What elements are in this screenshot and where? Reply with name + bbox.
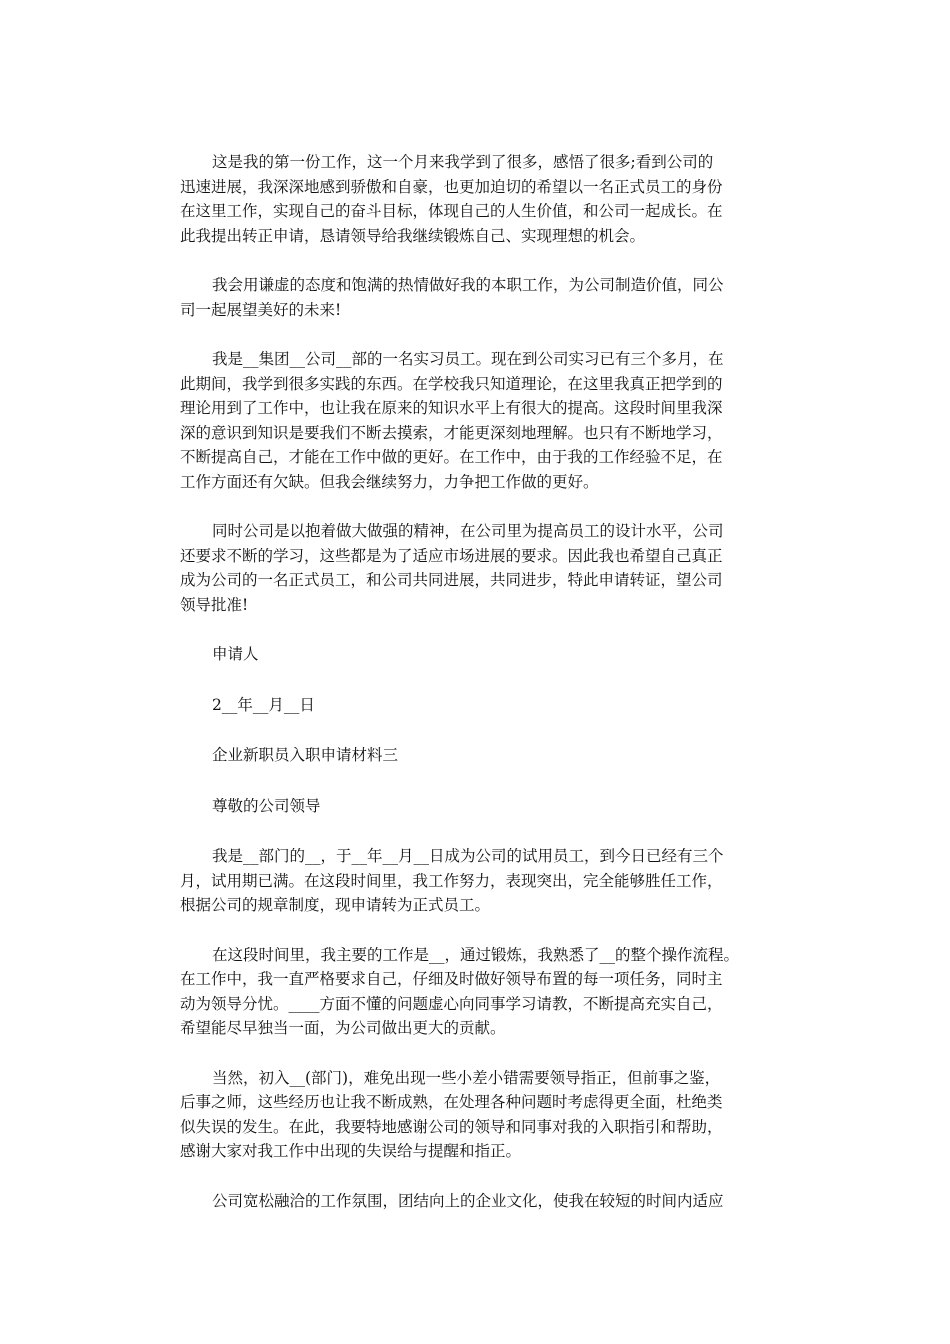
paragraph-line: 还要求不断的学习，这些都是为了适应市场进展的要求。因此我也希望自己真正	[180, 546, 723, 565]
paragraph-line: 动为领导分忧。____方面不懂的问题虚心向同事学习请教，不断提高充实自己，	[180, 994, 723, 1013]
paragraph-3	[180, 347, 780, 494]
paragraph-line: 此我提出转正申请，恳请领导给我继续锻炼自己、实现理想的机会。	[180, 226, 646, 245]
paragraph-line: 在工作中，我一直严格要求自己，仔细及时做好领导布置的每一项任务，同时主	[180, 970, 723, 988]
paragraph-line: 理论用到了工作中，也让我在原来的知识水平上有很大的提高。这段时间里我深	[180, 399, 723, 417]
paragraph-line: 似失误的发生。在此，我要特地感谢公司的领导和同事对我的入职指引和帮助，	[180, 1117, 723, 1136]
paragraph-7	[180, 1066, 780, 1164]
section-title: 企业新职员入职申请材料三	[212, 746, 399, 764]
date-line: 2__年__月__日	[212, 695, 315, 714]
paragraph-line: 成为公司的一名正式员工，和公司共同进展，共同进步，特此申请转证，望公司	[180, 571, 723, 589]
paragraph-5	[180, 844, 780, 918]
paragraph-line: 在这段时间里，我主要的工作是__，通过锻炼，我熟悉了__的整个操作流程。	[212, 945, 740, 964]
paragraph-line: 在这里工作，实现自己的奋斗目标，体现自己的人生价值，和公司一起成长。在	[180, 202, 723, 220]
paragraph-1	[180, 150, 780, 248]
paragraph-line: 迅速进展，我深深地感到骄傲和自豪，也更加迫切的希望以一名正式员工的身份	[180, 177, 723, 196]
paragraph-line: 此期间，我学到很多实践的东西。在学校我只知道理论，在这里我真正把学到的	[180, 374, 723, 393]
paragraph-line: 后事之师，这些经历也让我不断成熟，在处理各种问题时考虑得更全面，杜绝类	[180, 1093, 723, 1111]
salutation: 尊敬的公司领导	[212, 796, 321, 815]
paragraph-2	[180, 273, 780, 322]
applicant-label: 申请人	[212, 645, 259, 663]
paragraph-line: 同时公司是以抱着做大做强的精神，在公司里为提高员工的设计水平，公司	[212, 522, 724, 540]
paragraph-line: 当然，初入__(部门)，难免出现一些小差小错需要领导指正，但前事之鉴，	[212, 1068, 721, 1087]
paragraph-line: 我会用谦虚的态度和饱满的热情做好我的本职工作，为公司制造价值，同公	[212, 276, 724, 294]
paragraph-line: 感谢大家对我工作中出现的失误给与提醒和指正。	[180, 1142, 522, 1160]
document-body	[180, 150, 780, 1238]
paragraph-line: 工作方面还有欠缺。但我会继续努力，力争把工作做的更好。	[180, 472, 599, 491]
paragraph-6	[180, 943, 780, 1041]
paragraph-line: 希望能尽早独当一面，为公司做出更大的贡献。	[180, 1019, 506, 1037]
paragraph-line: 我是__部门的__，于__年__月__日成为公司的试用员工，到今日已经有三个	[212, 847, 724, 865]
paragraph-4	[180, 519, 780, 617]
paragraph-line: 公司宽松融洽的工作氛围，团结向上的企业文化，使我在较短的时间内适应	[212, 1191, 724, 1210]
paragraph-8	[180, 1189, 780, 1214]
paragraph-line: 领导批准!	[180, 595, 249, 614]
paragraph-line: 深的意识到知识是要我们不断去摸索，才能更深刻地理解。也只有不断地学习，	[180, 423, 723, 442]
paragraph-line: 月，试用期已满。在这段时间里，我工作努力，表现突出，完全能够胜任工作，	[180, 871, 723, 890]
paragraph-line: 司一起展望美好的未来!	[180, 300, 342, 319]
paragraph-line: 我是__集团__公司__部的一名实习员工。现在到公司实习已有三个多月，在	[212, 350, 724, 368]
paragraph-line: 这是我的第一份工作，这一个月来我学到了很多，感悟了很多;看到公司的	[212, 153, 714, 171]
paragraph-line: 根据公司的规章制度，现申请转为正式员工。	[180, 896, 491, 914]
paragraph-line: 不断提高自己，才能在工作中做的更好。在工作中，由于我的工作经验不足，在	[180, 448, 723, 466]
